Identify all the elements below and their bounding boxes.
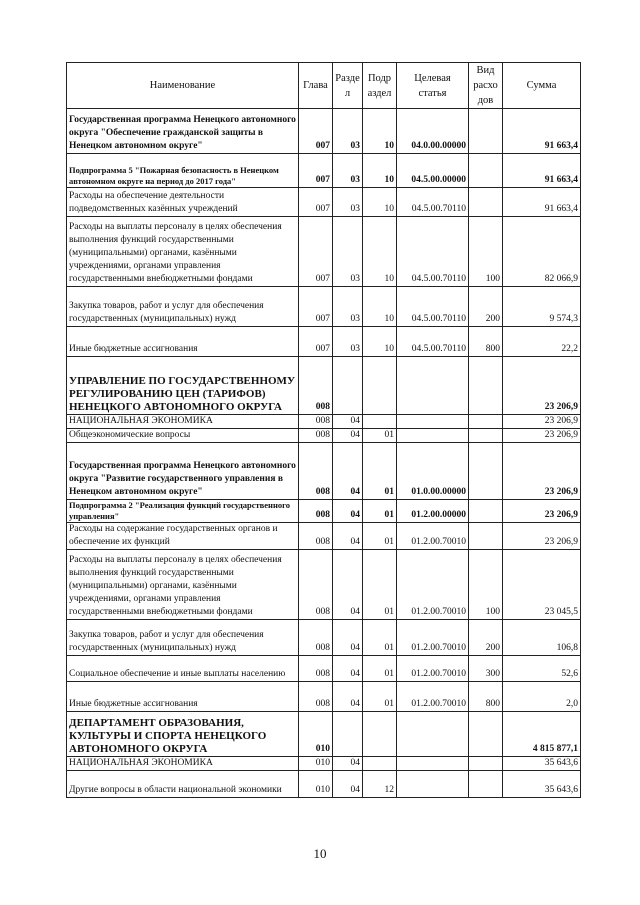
- cell-stat: 01.2.00.70010: [397, 523, 469, 550]
- cell-sum: 35 643,6: [503, 771, 581, 798]
- header-row: [67, 63, 581, 109]
- cell-glava: 008: [299, 523, 333, 550]
- cell-stat: 04.5.00.70110: [397, 188, 469, 217]
- cell-podrazdel: 01: [363, 620, 397, 656]
- cell-podrazdel: 10: [363, 109, 397, 154]
- cell-name: Иные бюджетные ассигнования: [67, 682, 299, 712]
- cell-vid: 300: [469, 656, 503, 682]
- cell-stat: 04.5.00.70110: [397, 327, 469, 357]
- header-podrazdel: Подр аздел: [363, 63, 397, 109]
- cell-razdel: 04: [333, 443, 363, 500]
- cell-vid: [469, 757, 503, 771]
- cell-stat: 04.5.00.70110: [397, 287, 469, 327]
- header-name: Наименование: [67, 63, 299, 109]
- cell-razdel: 04: [333, 656, 363, 682]
- table-row: [67, 682, 581, 712]
- cell-vid: [469, 443, 503, 500]
- page-number: 10: [313, 846, 327, 861]
- cell-vid: [469, 109, 503, 154]
- cell-vid: [469, 523, 503, 550]
- cell-stat: [397, 415, 469, 429]
- cell-vid: 100: [469, 550, 503, 620]
- cell-vid: [469, 500, 503, 523]
- table-row: [67, 443, 581, 500]
- cell-stat: [397, 771, 469, 798]
- table-row: [67, 757, 581, 771]
- cell-sum: 9 574,3: [503, 287, 581, 327]
- cell-stat: 01.2.00.70010: [397, 550, 469, 620]
- cell-podrazdel: 01: [363, 429, 397, 443]
- cell-vid: 100: [469, 217, 503, 287]
- cell-podrazdel: [363, 357, 397, 415]
- cell-stat: [397, 357, 469, 415]
- cell-podrazdel: 10: [363, 188, 397, 217]
- cell-vid: 200: [469, 620, 503, 656]
- cell-sum: 91 663,4: [503, 154, 581, 188]
- cell-podrazdel: [363, 757, 397, 771]
- cell-name: НАЦИОНАЛЬНАЯ ЭКОНОМИКА: [67, 415, 299, 429]
- cell-glava: 007: [299, 287, 333, 327]
- cell-sum: 91 663,4: [503, 109, 581, 154]
- cell-podrazdel: [363, 712, 397, 757]
- cell-stat: 04.0.00.00000: [397, 109, 469, 154]
- cell-vid: 800: [469, 682, 503, 712]
- cell-glava: 008: [299, 429, 333, 443]
- cell-name: Государственная программа Ненецкого автономного округа "Развитие государственного управления в Ненецком автономном округе": [67, 443, 299, 500]
- cell-razdel: 03: [333, 188, 363, 217]
- cell-razdel: 04: [333, 682, 363, 712]
- header-glava: Глава: [299, 63, 333, 109]
- cell-razdel: 03: [333, 327, 363, 357]
- cell-razdel: 03: [333, 109, 363, 154]
- cell-glava: 008: [299, 443, 333, 500]
- cell-name: Подпрограмма 5 "Пожарная безопасность в Ненецком автономном округе на период до 2017 года": [67, 154, 299, 188]
- cell-glava: 007: [299, 217, 333, 287]
- cell-name: Общеэкономические вопросы: [67, 429, 299, 443]
- cell-vid: [469, 357, 503, 415]
- cell-sum: 82 066,9: [503, 217, 581, 287]
- cell-razdel: 03: [333, 154, 363, 188]
- cell-stat: 04.5.00.00000: [397, 154, 469, 188]
- cell-podrazdel: 01: [363, 682, 397, 712]
- cell-name: НАЦИОНАЛЬНАЯ ЭКОНОМИКА: [67, 757, 299, 771]
- cell-podrazdel: 01: [363, 500, 397, 523]
- cell-stat: 01.2.00.70010: [397, 656, 469, 682]
- cell-sum: 23 045,5: [503, 550, 581, 620]
- cell-name: Расходы на выплаты персоналу в целях обеспечения выполнения функций государственными (муниципальными) органами, казёнными учреждениями, органами управления государственными внебюджетными фондами: [67, 217, 299, 287]
- cell-name: ДЕПАРТАМЕНТ ОБРАЗОВАНИЯ, КУЛЬТУРЫ И СПОРТА НЕНЕЦКОГО АВТОНОМНОГО ОКРУГА: [67, 712, 299, 757]
- table-row: [67, 500, 581, 523]
- table-row: [67, 357, 581, 415]
- cell-glava: 010: [299, 757, 333, 771]
- cell-name: Закупка товаров, работ и услуг для обеспечения государственных (муниципальных) нужд: [67, 620, 299, 656]
- cell-razdel: 04: [333, 771, 363, 798]
- table-row: [67, 154, 581, 188]
- cell-sum: 2,0: [503, 682, 581, 712]
- cell-sum: 91 663,4: [503, 188, 581, 217]
- cell-sum: 22,2: [503, 327, 581, 357]
- cell-sum: 23 206,9: [503, 443, 581, 500]
- cell-stat: 04.5.00.70110: [397, 217, 469, 287]
- cell-glava: 008: [299, 656, 333, 682]
- cell-podrazdel: [363, 415, 397, 429]
- cell-name: Иные бюджетные ассигнования: [67, 327, 299, 357]
- cell-vid: [469, 415, 503, 429]
- cell-razdel: 03: [333, 217, 363, 287]
- cell-stat: 01.0.00.00000: [397, 443, 469, 500]
- cell-razdel: 04: [333, 620, 363, 656]
- table-row: [67, 415, 581, 429]
- table-row: [67, 217, 581, 287]
- cell-vid: [469, 154, 503, 188]
- cell-glava: 007: [299, 154, 333, 188]
- header-stat: Целевая статья: [397, 63, 469, 109]
- table-row: [67, 188, 581, 217]
- table-row: [67, 550, 581, 620]
- table-row: [67, 109, 581, 154]
- cell-name: Закупка товаров, работ и услуг для обеспечения государственных (муниципальных) нужд: [67, 287, 299, 327]
- budget-table: [66, 62, 581, 798]
- cell-razdel: [333, 712, 363, 757]
- cell-podrazdel: 01: [363, 443, 397, 500]
- cell-podrazdel: 10: [363, 327, 397, 357]
- table-row: [67, 771, 581, 798]
- table-row: [67, 523, 581, 550]
- cell-vid: [469, 188, 503, 217]
- cell-razdel: 03: [333, 287, 363, 327]
- cell-stat: 01.2.00.70010: [397, 620, 469, 656]
- cell-glava: 007: [299, 188, 333, 217]
- cell-stat: [397, 712, 469, 757]
- cell-glava: 010: [299, 712, 333, 757]
- cell-glava: 008: [299, 550, 333, 620]
- cell-razdel: 04: [333, 550, 363, 620]
- table-row: [67, 656, 581, 682]
- table-body: [67, 109, 581, 798]
- table-row: [67, 287, 581, 327]
- cell-sum: 35 643,6: [503, 757, 581, 771]
- cell-sum: 4 815 877,1: [503, 712, 581, 757]
- cell-name: УПРАВЛЕНИЕ ПО ГОСУДАРСТВЕННОМУ РЕГУЛИРОВАНИЮ ЦЕН (ТАРИФОВ) НЕНЕЦКОГО АВТОНОМНОГО ОКРУГА: [67, 357, 299, 415]
- cell-vid: [469, 712, 503, 757]
- table-row: [67, 620, 581, 656]
- table-row: [67, 429, 581, 443]
- cell-name: Другие вопросы в области национальной экономики: [67, 771, 299, 798]
- cell-podrazdel: 01: [363, 523, 397, 550]
- cell-razdel: 04: [333, 500, 363, 523]
- cell-glava: 007: [299, 109, 333, 154]
- cell-sum: 23 206,9: [503, 500, 581, 523]
- cell-vid: [469, 429, 503, 443]
- cell-podrazdel: 12: [363, 771, 397, 798]
- cell-podrazdel: 10: [363, 287, 397, 327]
- cell-name: Расходы на содержание государственных органов и обеспечение их функций: [67, 523, 299, 550]
- cell-glava: 008: [299, 415, 333, 429]
- cell-glava: 007: [299, 327, 333, 357]
- cell-sum: 52,6: [503, 656, 581, 682]
- cell-razdel: [333, 357, 363, 415]
- cell-stat: [397, 757, 469, 771]
- cell-name: Расходы на обеспечение деятельности подведомственных казённых учреждений: [67, 188, 299, 217]
- cell-sum: 23 206,9: [503, 429, 581, 443]
- cell-glava: 008: [299, 500, 333, 523]
- cell-stat: 01.2.00.00000: [397, 500, 469, 523]
- cell-podrazdel: 01: [363, 550, 397, 620]
- cell-sum: 23 206,9: [503, 357, 581, 415]
- cell-vid: 200: [469, 287, 503, 327]
- cell-razdel: 04: [333, 415, 363, 429]
- cell-glava: 008: [299, 620, 333, 656]
- cell-stat: 01.2.00.70010: [397, 682, 469, 712]
- cell-podrazdel: 10: [363, 217, 397, 287]
- header-vid: Вид расхо дов: [469, 63, 503, 109]
- cell-podrazdel: 01: [363, 656, 397, 682]
- cell-name: Расходы на выплаты персоналу в целях обеспечения выполнения функций государственными (муниципальными) органами, казёнными учреждениями, органами управления государственными внебюджетными фондами: [67, 550, 299, 620]
- cell-glava: 008: [299, 682, 333, 712]
- cell-vid: [469, 771, 503, 798]
- cell-sum: 23 206,9: [503, 415, 581, 429]
- cell-sum: 106,8: [503, 620, 581, 656]
- cell-sum: 23 206,9: [503, 523, 581, 550]
- cell-name: Государственная программа Ненецкого автономного округа "Обеспечение гражданской защиты в Ненецком автономном округе": [67, 109, 299, 154]
- cell-vid: 800: [469, 327, 503, 357]
- cell-razdel: 04: [333, 757, 363, 771]
- cell-name: Подпрограмма 2 "Реализация функций государственного управления": [67, 500, 299, 523]
- cell-podrazdel: 10: [363, 154, 397, 188]
- header-sum: Сумма: [503, 63, 581, 109]
- cell-name: Социальное обеспечение и иные выплаты населению: [67, 656, 299, 682]
- cell-razdel: 04: [333, 523, 363, 550]
- cell-glava: 008: [299, 357, 333, 415]
- cell-stat: [397, 429, 469, 443]
- table-row: [67, 327, 581, 357]
- cell-razdel: 04: [333, 429, 363, 443]
- header-razdel: Разде л: [333, 63, 363, 109]
- table-row: [67, 712, 581, 757]
- cell-glava: 010: [299, 771, 333, 798]
